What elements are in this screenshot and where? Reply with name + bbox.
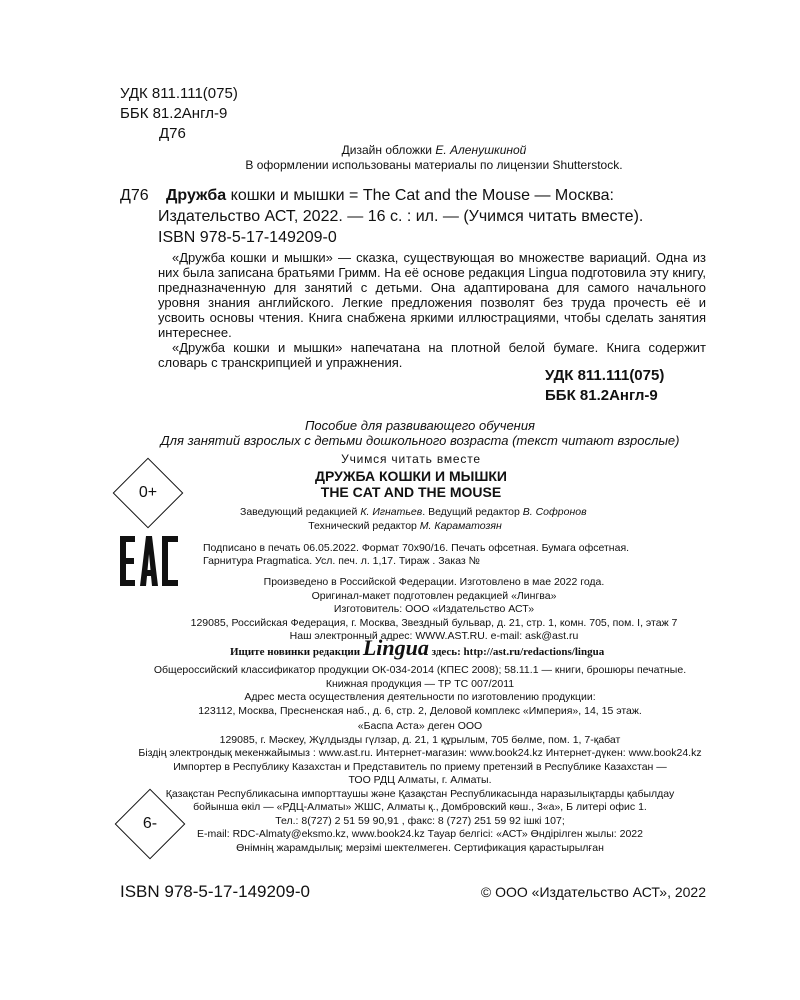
chief-editor-label: Заведующий редакцией	[240, 506, 361, 518]
footer-copyright: © ООО «Издательство АСТ», 2022	[480, 884, 706, 900]
bibliography-title-rest: кошки и мышки = The Cat and the Mouse — Москва:	[226, 187, 614, 204]
kazakh-line: Импортер в Республику Казахстан и Представитель по приему претензий в Республике Казахстан —	[173, 760, 667, 773]
kazakh-line: бойынша өкіл — «РДЦ-Алматы» ЖШС, Алматы қ., Домбровский көш., 3«а», Б литері офис 1.	[193, 801, 647, 813]
age-rating-top-label: 0+	[138, 484, 158, 501]
chief-editor-name: К. Игнатьев	[360, 506, 423, 518]
udk-code-right: УДК 811.111(075)	[545, 367, 665, 384]
age-rating-badge-top	[113, 458, 183, 528]
classifier-line: Общероссийский классификатор продукции ОК-034-2014 (КПЕС 2008); 58.11.1 — книги, брошюры печатные.	[153, 664, 687, 676]
cover-design-credit	[160, 143, 708, 158]
book-title-ru: ДРУЖБА КОШКИ И МЫШКИ	[314, 468, 507, 484]
printing-line-1: Подписано в печать 06.05.2022. Формат 70х90/16. Печать офсетная. Бумага офсетная.	[203, 542, 630, 554]
tech-editor-label: Технический редактор	[308, 520, 420, 532]
production-line: Оригинал-макет подготовлен редакцией «Лингва»	[311, 589, 557, 602]
production-info	[150, 576, 718, 644]
series-name: Учимся читать вместе	[341, 452, 481, 466]
printing-line-2: Гарнитура Pragmatica. Усл. печ. л. 1,17. Тираж . Заказ №	[203, 555, 480, 567]
footer-isbn: ISBN 978-5-17-149209-0	[120, 882, 310, 901]
purpose-line-2: Для занятий взрослых с детьми дошкольного возраста (текст читают взрослые)	[160, 433, 680, 448]
kazakh-line: Тел.: 8(727) 2 51 59 90,91 , факс: 8 (727) 251 59 92 ішкі 107;	[275, 814, 565, 827]
cover-designer-name: Е. Аленушкиной	[435, 143, 527, 157]
tech-editor-name: М. Караматозян	[419, 520, 502, 532]
editors-line-2	[240, 520, 570, 534]
kazakh-line: Өнімнің жарамдылық; мерзімі шектелмеген. Сертификация қарастырылған	[236, 841, 604, 854]
description-paragraph-1: «Дружба кошки и мышки» — сказка, существующая во множестве вариаций. Одна из них была записана братьями Гримм. На её основе редакция Lingua подготовила эту книгу, предназначенную для занятий с детьми. Она адаптирована для самого начального уровня знания английского. Легкие предложения позволят без труда прочесть её и усвоить основы чтения. Книга снабжена яркими иллюстрациями, чтобы сделать занятия интереснее.	[158, 250, 706, 340]
bbk-code-right: ББК 81.2Англ-9	[545, 387, 658, 404]
kazakh-line: «Баспа Аста» деген ООО	[357, 720, 483, 732]
bibliography-title-bold: Дружба	[166, 187, 227, 204]
production-line: Изготовитель: ООО «Издательство АСТ»	[333, 603, 535, 615]
lingua-logo: Lingua	[362, 635, 429, 660]
classifier-line: Адрес места осуществления деятельности по изготовлению продукции:	[244, 691, 596, 703]
license-credit: В оформлении использованы материалы по лицензии Shutterstock.	[245, 158, 623, 172]
editors-line-1	[240, 506, 587, 520]
kazakh-line: Қазақстан Республикасына импорттаушы және Қазақстан Республикасында наразылықтарды қабылдау	[165, 787, 675, 800]
bibliography-isbn: ISBN 978-5-17-149209-0	[158, 229, 337, 246]
production-line: Произведено в Российской Федерации. Изготовлено в мае 2022 года.	[263, 576, 605, 588]
kazakh-line: Біздің электрондық мекенжайымыз : www.ast.ru. Интернет-магазин: www.book24.kz Интернет-дүкен: www.book24.kz	[138, 747, 702, 759]
bibliography-publisher-line: Издательство АСТ, 2022. — 16 с. : ил. — (Учимся читать вместе).	[158, 208, 644, 225]
classifier-info	[120, 664, 720, 718]
lingua-suffix: здесь: http://ast.ru/redactions/lingua	[431, 646, 605, 658]
bibliography-code: Д76	[120, 187, 149, 204]
purpose-line-1: Пособие для развивающего обучения	[304, 418, 536, 433]
author-mark-top: Д76	[159, 125, 186, 142]
classifier-line: Книжная продукция — ТР ТС 007/2011	[325, 677, 515, 690]
kazakh-line: E-mail: RDC-Almaty@eksmo.kz, www.book24.kz Тауар белгісі: «АСТ» Өндірілген жылы: 2022	[197, 828, 643, 840]
age-rating-bottom-label: 6-	[142, 815, 158, 832]
classifier-line: 123112, Москва, Пресненская наб., д. 6, стр. 2, Деловой комплекс «Империя», 14, 15 этаж.	[198, 704, 642, 717]
kazakhstan-info	[130, 720, 710, 855]
lead-editor-name: В. Софронов	[522, 506, 587, 518]
lead-editor-label: . Ведущий редактор	[422, 506, 523, 518]
book-description	[158, 250, 706, 370]
kazakh-line: 129085, г. Мәскеу, Жұлдызды гүлзар, д. 21, 1 құрылым, 705 бөлме, пом. 1, 7-қабат	[219, 733, 621, 746]
bbk-code-top: ББК 81.2Англ-9	[120, 105, 228, 122]
udk-code-top: УДК 811.111(075)	[120, 85, 238, 102]
age-rating-badge-bottom	[115, 789, 185, 859]
production-line: Наш электронный адрес: WWW.AST.RU. e-mail: ask@ast.ru	[289, 630, 579, 642]
book-title-en: THE CAT AND THE MOUSE	[320, 484, 502, 500]
lingua-prefix: Ищите новинки редакции	[230, 646, 361, 658]
description-paragraph-2: «Дружба кошки и мышки» напечатана на плотной белой бумаге. Книга содержит словарь с транскрипцией и упражнения.	[158, 340, 706, 370]
cover-design-label: Дизайн обложки	[341, 143, 436, 157]
production-line: 129085, Российская Федерация, г. Москва, Звездный бульвар, д. 21, стр. 1, комн. 705, пом. I, этаж 7	[190, 616, 678, 629]
bibliography-title-line	[166, 185, 614, 206]
kazakh-line: ТОО РДЦ Алматы, г. Алматы.	[348, 774, 492, 786]
